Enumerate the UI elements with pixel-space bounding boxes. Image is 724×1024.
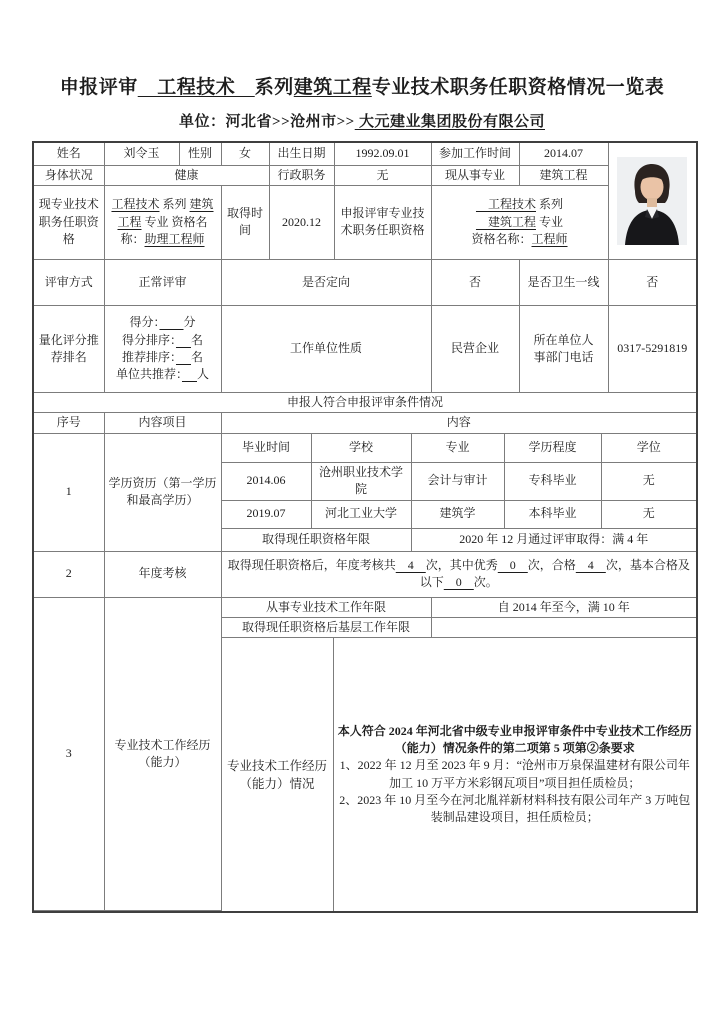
apply-qualification-label: 申报评审专业技术职务任职资格 (334, 185, 431, 259)
edu-row2-school: 河北工业大学 (311, 500, 411, 528)
edu-row2-degree-level: 本科毕业 (504, 500, 601, 528)
edu-row1-grad-time: 2014.06 (221, 462, 311, 500)
obtain-time-label: 取得时间 (221, 185, 269, 259)
admin-post-value: 无 (334, 165, 431, 185)
name-value: 刘令玉 (104, 143, 179, 165)
edu-header-major: 专业 (411, 433, 504, 462)
current-qualification-value: 工程技术 系列 建筑工程 专业 资格名称：助理工程师 (104, 185, 221, 259)
conditions-header: 申报人符合申报评审条件情况 (34, 393, 696, 413)
page-subtitle: 单位：河北省>>沧州市>> 大元建业集团股份有限公司 (179, 114, 545, 130)
seq-column-label: 序号 (34, 413, 104, 433)
tenure-value: 2020 年 12 月通过评审取得：满 4 年 (411, 528, 696, 551)
birth-date-value: 1992.09.01 (334, 143, 431, 165)
frontline-value: 否 (608, 259, 696, 305)
edu-header-school: 学校 (311, 433, 411, 462)
content-column-label: 内容 (221, 413, 696, 433)
edu-header-degree: 学位 (601, 433, 696, 462)
work-start-value: 2014.07 (519, 143, 608, 165)
gender-label: 性别 (179, 143, 221, 165)
profession-value: 建筑工程 (519, 165, 608, 185)
edu-header-degree-level: 学历程度 (504, 433, 601, 462)
score-rank-value: 得分： 分 得分排序： 名 推荐排序： 名 单位共推荐： 人 (104, 305, 221, 392)
hr-phone-label: 所在单位人事部门电话 (519, 305, 608, 392)
work-start-label: 参加工作时间 (431, 143, 519, 165)
section2-seq: 2 (34, 551, 104, 597)
id-photo-image (617, 157, 687, 245)
tenure-label: 取得现任职资格年限 (221, 528, 411, 551)
current-qualification-label: 现专业技术职务任职资格 (34, 185, 104, 259)
edu-row2-grad-time: 2019.07 (221, 500, 311, 528)
edu-row2-major: 建筑学 (411, 500, 504, 528)
name-label: 姓名 (34, 143, 104, 165)
qualification-form-table (32, 141, 698, 913)
edu-row1-major: 会计与审计 (411, 462, 504, 500)
edu-row1-degree: 无 (601, 462, 696, 500)
obtain-time-value: 2020.12 (269, 185, 334, 259)
section1-seq: 1 (34, 433, 104, 551)
section1-item-label: 学历资历（第一学历和最高学历） (104, 433, 221, 551)
directional-label: 是否定向 (221, 259, 431, 305)
hr-phone-value: 0317-5291819 (608, 305, 696, 392)
section3-item-label: 专业技术工作经历（能力） (104, 597, 221, 911)
edu-row1-degree-level: 专科毕业 (504, 462, 601, 500)
personal-info-table (34, 143, 696, 393)
gender-value: 女 (221, 143, 269, 165)
page-title: 申报评审 工程技术 系列建筑工程专业技术职务任职资格情况一览表 (59, 77, 665, 98)
grassroots-years-value (431, 618, 696, 638)
apply-qualification-value: 工程技术 系列 建筑工程 专业 资格名称：工程师 (431, 185, 608, 259)
profession-label: 现从事专业 (431, 165, 519, 185)
review-method-label: 评审方式 (34, 259, 104, 305)
edu-row1-school: 沧州职业技术学院 (311, 462, 411, 500)
admin-post-label: 行政职务 (269, 165, 334, 185)
grassroots-years-label: 取得现任职资格后基层工作年限 (221, 618, 431, 638)
experience-years-label: 从事专业技术工作年限 (221, 597, 431, 617)
unit-type-label: 工作单位性质 (221, 305, 431, 392)
experience-detail-value: 本人符合 2024 年河北省中级专业申报评审条件中专业技术工作经历（能力）情况条件的第二项第 5 项第②条要求 1、2022 年 12 月至 2023 年 9 月：“沧州市万泉保温建材有限公司年加工 10 万平方米彩钢瓦项目”项目担任质检员； 2、2023 年 10 月至今在河北胤祥新材料科技有限公司年产 3 万吨包装制品建设项目，担任质检员； (337, 723, 692, 825)
directional-value: 否 (431, 259, 519, 305)
annual-appraisal-value: 取得现任职资格后，年度考核共 4 次，其中优秀 0 次，合格 4 次，基本合格及以下 0 次。 (221, 551, 696, 597)
review-method-value: 正常评审 (104, 259, 221, 305)
health-value: 健康 (104, 165, 269, 185)
section3-seq: 3 (34, 597, 104, 911)
birth-date-label: 出生日期 (269, 143, 334, 165)
item-column-label: 内容项目 (104, 413, 221, 433)
experience-years-value: 自 2014 年至今，满 10 年 (431, 597, 696, 617)
health-label: 身体状况 (34, 165, 104, 185)
id-photo (608, 143, 696, 259)
edu-header-grad-time: 毕业时间 (221, 433, 311, 462)
section2-item-label: 年度考核 (104, 551, 221, 597)
frontline-label: 是否卫生一线 (519, 259, 608, 305)
experience-detail-label: 专业技术工作经历（能力）情况 (221, 638, 333, 911)
score-rank-label: 量化评分推荐排名 (34, 305, 104, 392)
edu-row2-degree: 无 (601, 500, 696, 528)
unit-type-value: 民营企业 (431, 305, 519, 392)
conditions-table (34, 393, 696, 912)
